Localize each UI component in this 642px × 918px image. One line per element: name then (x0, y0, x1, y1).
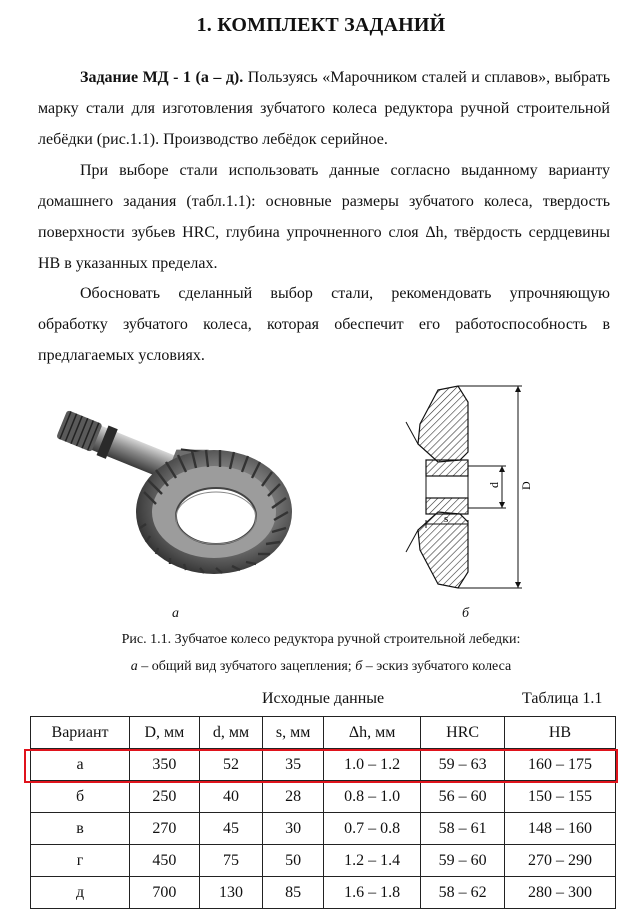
gear-sketch-diagram (398, 382, 538, 592)
table-cell: 160 – 175 (504, 749, 615, 781)
table-cell: 280 – 300 (504, 877, 615, 909)
table-cell: 58 – 61 (421, 813, 505, 845)
column-header: d, мм (199, 717, 263, 749)
table-header-row (31, 717, 616, 749)
table-cell: а (31, 749, 130, 781)
instructions-paragraph: При выборе стали использовать данные согласно выданному варианту домашнего задания (табл.1.1): основные размеры зубчатого колеса, твердость поверхности зубьев HRC, глубина упрочненного слоя Δh, твёрдость сердцевины HB в указанных пределах. (38, 162, 610, 272)
column-header: D, мм (130, 717, 200, 749)
table-row (31, 781, 616, 813)
table-cell: в (31, 813, 130, 845)
table-cell: г (31, 845, 130, 877)
task-paragraph (38, 62, 610, 155)
table-cell: 700 (130, 877, 200, 909)
column-header: HRC (421, 717, 505, 749)
table-cell: 130 (199, 877, 263, 909)
column-header: s, мм (263, 717, 324, 749)
table-cell: б (31, 781, 130, 813)
table-heading: Исходные данные (262, 690, 385, 707)
table-label: Таблица 1.1 (522, 690, 603, 707)
row-highlight-box (24, 749, 618, 783)
column-header: Вариант (31, 717, 130, 749)
task-label: Задание МД - 1 (а – д). (80, 69, 244, 86)
table-cell: д (31, 877, 130, 909)
table-row (31, 813, 616, 845)
table-cell: 85 (263, 877, 324, 909)
data-table (30, 716, 616, 909)
table-cell: 59 – 60 (421, 845, 505, 877)
figure-a-label: а (172, 606, 179, 621)
table-row (31, 845, 616, 877)
table-cell: 30 (263, 813, 324, 845)
table-cell: 148 – 160 (504, 813, 615, 845)
figure-b-label: б (462, 606, 470, 621)
table-row (31, 877, 616, 909)
figure-caption-legend: а – общий вид зубчатого зацепления; б – эскиз зубчатого колеса (130, 659, 512, 674)
table-cell: 150 – 155 (504, 781, 615, 813)
task-text: Пользуясь «Марочником сталей и сплавов», выбрать марку стали для изготовления зубчатого колеса редуктора ручной строительной лебёдки (рис.1.1). Производство лебёдок серийное. (38, 69, 611, 148)
page-title: 1. КОМПЛЕКТ ЗАДАНИЙ (196, 14, 446, 36)
table-cell: 270 (130, 813, 200, 845)
table-cell: 52 (199, 749, 263, 781)
table-cell: 75 (199, 845, 263, 877)
table-cell: 1.6 – 1.8 (323, 877, 420, 909)
gear-photo-image (44, 392, 294, 592)
table-cell: 56 – 60 (421, 781, 505, 813)
table-cell: 50 (263, 845, 324, 877)
table-cell: 58 – 62 (421, 877, 505, 909)
table-cell: 35 (263, 749, 324, 781)
dimension-D-label: D (519, 481, 533, 490)
table-cell: 1.0 – 1.2 (323, 749, 420, 781)
dimension-d-label: d (487, 482, 501, 488)
table-cell: 0.8 – 1.0 (323, 781, 420, 813)
table-cell: 350 (130, 749, 200, 781)
dimension-s-label: s (444, 513, 449, 525)
table-cell: 45 (199, 813, 263, 845)
table-cell: 1.2 – 1.4 (323, 845, 420, 877)
justification-paragraph: Обосновать сделанный выбор стали, рекомендовать упрочняющую обработку зубчатого колеса, которая обеспечит его работоспособность в предлагаемых условиях. (38, 285, 610, 364)
table-cell: 270 – 290 (504, 845, 615, 877)
table-cell: 450 (130, 845, 200, 877)
table-cell: 28 (263, 781, 324, 813)
table-cell: 250 (130, 781, 200, 813)
table-cell: 59 – 63 (421, 749, 505, 781)
table-cell: 40 (199, 781, 263, 813)
table-cell: 0.7 – 0.8 (323, 813, 420, 845)
column-header: Δh, мм (323, 717, 420, 749)
column-header: HB (504, 717, 615, 749)
figure-caption: Рис. 1.1. Зубчатое колесо редуктора ручной строительной лебедки: (121, 632, 521, 647)
